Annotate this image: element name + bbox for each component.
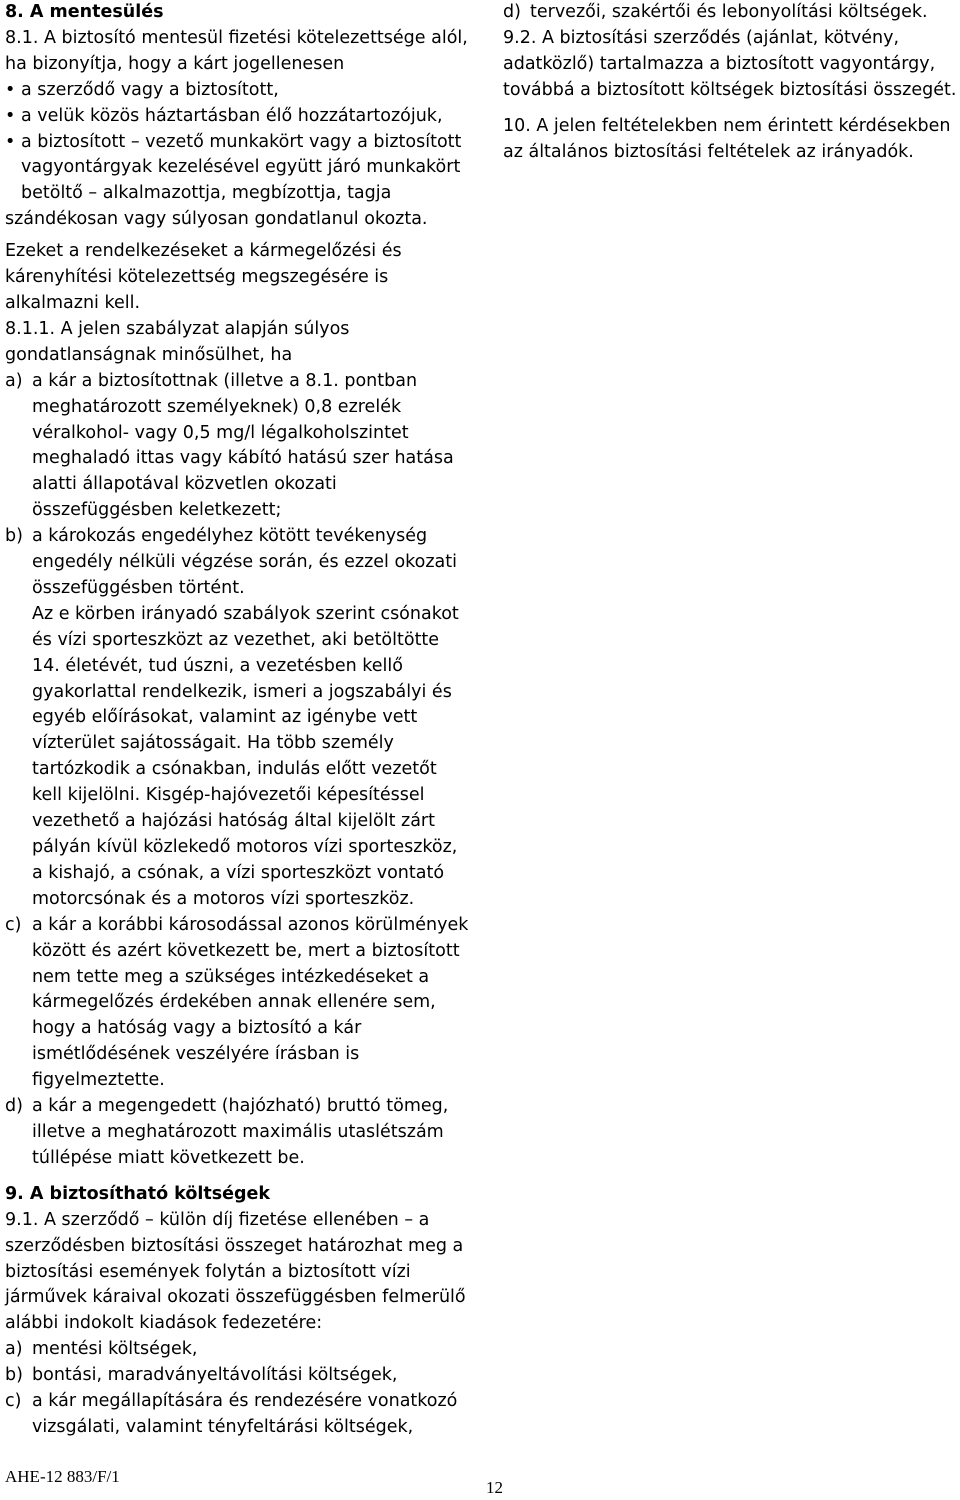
list-label: d)	[503, 2, 521, 22]
list-text: a kár a korábbi károsodással azonos körülmények között és azért következett be, mert a biztosított nem tette meg a szükséges intézkedéseket a kármegelőzés érdekében annak ellenére sem, hogy a hatóság vagy a biztosító a kár ismétlődésének veszélyére írásban is figyelmeztette.	[32, 914, 469, 1091]
list-item-a	[5, 369, 470, 524]
footer-document-code: AHE-12 883/F/1	[5, 1467, 120, 1486]
list-text: tervezői, szakértői és lebonyolítási költségek.	[530, 2, 928, 22]
list-label: b)	[5, 526, 23, 547]
list-label: c)	[5, 1391, 22, 1412]
list-label: a)	[5, 370, 23, 391]
section-9-heading: 9. A biztosítható költségek	[5, 1183, 271, 1204]
list-label: c)	[5, 914, 22, 935]
bullet-item: • a velük közös háztartásban élő hozzátartozójuk,	[5, 104, 470, 130]
section-8-1-1-suffix: nak minősülhet, ha	[124, 344, 293, 365]
list-item-b-extra: Az e körben irányadó szabályok szerint csónakot és vízi sporteszközt az vezethet, aki betöltötte 14. életévét, tud úszni, a vezetésben kellő gyakorlattal rendelkezik, ismeri a jogszabályi és egyéb előírásokat, valamint az igénybe vett vízterület sajátosságait. Ha több személy tartózkodik a csónakban, indulás előtt vezetőt kell kijelölni. Kisgép-hajóvezetői képesítéssel vezethető a hajózási hatóság által kijelölt zárt pályán kívül közlekedő motoros vízi sporteszköz, a kishajó, a csónak, a vízi sporteszközt vontató motorcsónak és a motoros vízi sporteszköz.	[32, 603, 459, 909]
cost-item-c	[5, 1389, 470, 1441]
list-text: a kár megállapítására és rendezésére vonatkozó vizsgálati, valamint tényfeltárási költségek,	[32, 1391, 458, 1437]
section-8-1-intro: 8.1. A biztosító mentesül fizetési kötelezettsége alól, ha bizonyítja, hogy a kárt jogellenesen	[5, 27, 468, 74]
cost-item-b	[5, 1363, 470, 1389]
list-text: bontási, maradványeltávolítási költségek,	[32, 1365, 398, 1386]
bullet-item: • a biztosított – vezető munkakört vagy a biztosított vagyontárgyak kezelésével együtt járó munkakört betöltő – alkalmazottja, megbízottja, tagja	[5, 130, 470, 208]
list-item-d	[5, 1094, 470, 1172]
section-8-1-end: szándékosan vagy súlyosan gondatlanul okozta.	[5, 209, 428, 230]
footer-page-number: 12	[486, 1478, 503, 1497]
section-10-text: 10. A jelen feltételekben nem érintett kérdésekben az általános biztosítási feltételek az irányadók.	[503, 115, 951, 162]
list-text: a kár a biztosítottnak (illetve a 8.1. pontban meghatározott személyeknek) 0,8 ezrelék véralkohol- vagy 0,5 mg/l légalkoholszintet meghaladó ittas vagy kábító hatású szer hatása alatti állapotával közvetlen okozati összefüggésben keletkezett;	[32, 370, 454, 521]
section-9-1-text: 9.1. A szerződő – külön díj fizetése ellenében – a szerződésben biztosítási összeget határozhat meg a biztosítási események folytán a biztosított vízi járművek káraival okozati összefüggésben felmerülő alábbi indokolt kiadások fedezetére:	[5, 1209, 466, 1334]
section-8-1-1	[5, 317, 470, 369]
list-label: d)	[5, 1096, 23, 1117]
list-item-c	[5, 913, 470, 1094]
list-item-b	[5, 524, 470, 602]
list-text: a károkozás engedélyhez kötött tevékenység engedély nélküli végzése során, és ezzel okozati összefüggésben történt.	[32, 526, 458, 598]
list-text: a kár a megengedett (hajózható) bruttó tömeg, illetve a meghatározott maximális utaslétszám túllépése miatt következett be.	[32, 1096, 449, 1168]
section-8-heading: 8. A mentesülés	[5, 2, 164, 22]
bullet-item: • a szerződő vagy a biztosított,	[5, 78, 470, 104]
section-8-1-extra: Ezeket a rendelkezéseket a kármegelőzési és kárenyhítési kötelezettség megszegésére is alkalmazni kell.	[5, 241, 402, 313]
right-column	[503, 0, 958, 165]
list-text: mentési költségek,	[32, 1339, 198, 1360]
cost-item-a	[5, 1337, 470, 1363]
emphasis-severe-negligence: súlyos gondatlanság	[5, 318, 350, 365]
section-9-2-text: 9.2. A biztosítási szerződés (ajánlat, kötvény, adatközlő) tartalmazza a biztosított vagyontárgy, továbbá a biztosított költségek biztosítási összegét.	[503, 27, 957, 100]
list-label: a)	[5, 1339, 23, 1360]
cost-item-d	[503, 0, 958, 26]
left-column	[5, 0, 470, 1441]
list-label: b)	[5, 1365, 23, 1386]
section-8-1-1-prefix: 8.1.1. A jelen szabályzat alapján	[5, 318, 295, 339]
